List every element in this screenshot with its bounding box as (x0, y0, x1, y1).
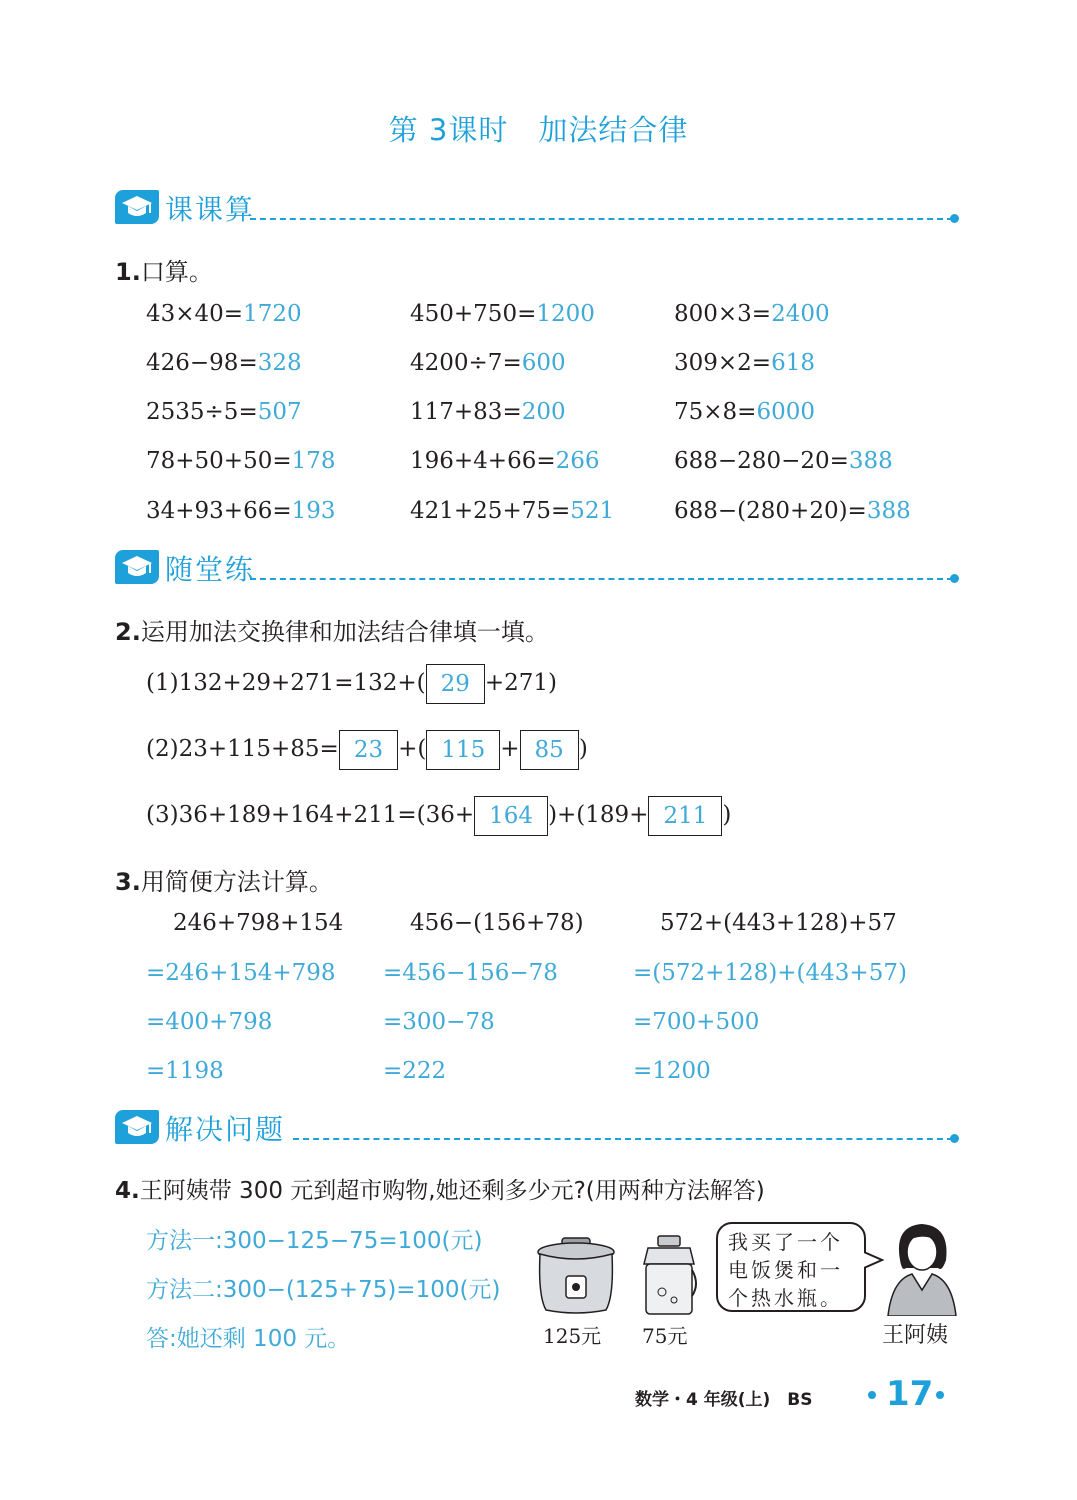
expression: 196+4+66= (410, 448, 556, 474)
fill-line-2: (2)23+115+85= 23 +( 115 + 85 ) (146, 730, 588, 770)
answer: 178 (291, 448, 336, 474)
expression: 117+83= (410, 399, 522, 425)
answer: 388 (866, 498, 911, 524)
bubble-tail-icon (864, 1250, 884, 1274)
fill-line-1: (1)132+29+271=132+( 29 +271) (146, 664, 557, 704)
oral-calc-item (146, 350, 302, 376)
rice-cooker-price: 125元 (543, 1324, 602, 1348)
oral-calc-item (146, 448, 336, 474)
answer-line: 答:她还剩 100 元。 (146, 1326, 351, 1352)
expression: 800×3= (674, 301, 772, 327)
page-title: 第 3课时 加法结合律 (388, 113, 689, 147)
expression: 688−280−20= (674, 448, 849, 474)
woman-avatar-icon (884, 1220, 960, 1320)
dashed-divider (250, 218, 953, 220)
footer-subject: 数学・4 年级(上) BS (635, 1390, 813, 1410)
woman-name: 王阿姨 (882, 1323, 949, 1348)
answer-box: 211 (648, 796, 722, 836)
oral-calc-item (146, 498, 336, 524)
oral-calc-item (146, 301, 302, 327)
oral-calc-item (674, 301, 830, 327)
oral-calc-item (674, 399, 815, 425)
answer: 266 (555, 448, 600, 474)
answer: 2400 (771, 301, 830, 327)
graduation-cap-icon (115, 190, 159, 224)
graduation-cap-icon (115, 1110, 159, 1144)
method-2: 方法二:300−(125+75)=100(元) (146, 1277, 501, 1303)
dashed-divider (293, 1138, 953, 1140)
expression: 688−(280+20)= (674, 498, 867, 524)
answer-box: 115 (426, 730, 500, 770)
answer: 388 (848, 448, 893, 474)
section-label: 解决问题 (165, 1113, 286, 1146)
oral-calc-item (410, 301, 595, 327)
expression: 309×2= (674, 350, 772, 376)
page-dot-right (936, 1391, 944, 1399)
q3-step: =(572+128)+(443+57) (633, 960, 907, 986)
page-number: 17 (886, 1374, 934, 1414)
question-4: 4.王阿姨带 300 元到超市购物,她还剩多少元?(用两种方法解答) (115, 1178, 765, 1204)
q3-expr-2: 456−(156+78) (410, 910, 584, 936)
answer-box: 23 (339, 730, 398, 770)
answer: 200 (521, 399, 566, 425)
oral-calc-item (410, 399, 566, 425)
section-label: 课课算 (165, 193, 256, 226)
expression: 450+750= (410, 301, 537, 327)
oral-calc-item (674, 350, 815, 376)
question-2: 2.运用加法交换律和加法结合律填一填。 (115, 618, 549, 646)
q3-step: =300−78 (383, 1009, 495, 1035)
divider-dot (950, 214, 959, 223)
thermos-price: 75元 (642, 1324, 688, 1348)
answer: 6000 (756, 399, 815, 425)
expression: 4200÷7= (410, 350, 522, 376)
answer: 600 (521, 350, 566, 376)
speech-bubble: 我买了一个电饭煲和一个热水瓶。 (716, 1222, 866, 1312)
dashed-divider (250, 578, 953, 580)
answer-box: 29 (426, 664, 485, 704)
answer: 1720 (243, 301, 302, 327)
section-header-suitanglian (115, 548, 965, 588)
fill-line-3: (3)36+189+164+211=(36+ 164 )+(189+ 211 ) (146, 796, 731, 836)
q3-step: =700+500 (633, 1009, 760, 1035)
q3-step: =1198 (146, 1058, 224, 1084)
oral-calc-item (674, 448, 893, 474)
answer-box: 85 (520, 730, 579, 770)
question-1: 1.口算。 (115, 258, 213, 286)
q3-step: =246+154+798 (146, 960, 336, 986)
answer: 521 (570, 498, 615, 524)
expression: 426−98= (146, 350, 258, 376)
answer-box: 164 (474, 796, 548, 836)
expression: 75×8= (674, 399, 757, 425)
expression: 2535÷5= (146, 399, 258, 425)
q3-expr-1: 246+798+154 (173, 910, 344, 936)
q3-step: =400+798 (146, 1009, 273, 1035)
answer: 193 (291, 498, 336, 524)
method-1: 方法一:300−125−75=100(元) (146, 1228, 483, 1254)
oral-calc-item (674, 498, 911, 524)
answer: 618 (771, 350, 815, 376)
oral-calc-item (410, 350, 566, 376)
section-header-jiejuewenti (115, 1108, 965, 1148)
thermos-icon (640, 1234, 700, 1322)
graduation-cap-icon (115, 550, 159, 584)
expression: 421+25+75= (410, 498, 571, 524)
expression: 78+50+50= (146, 448, 292, 474)
q3-step: =1200 (633, 1058, 711, 1084)
q3-step: =456−156−78 (383, 960, 558, 986)
answer: 507 (257, 399, 302, 425)
section-label: 随堂练 (165, 553, 256, 586)
expression: 34+93+66= (146, 498, 292, 524)
answer: 1200 (536, 301, 595, 327)
oral-calc-item (146, 399, 302, 425)
answer: 328 (257, 350, 302, 376)
page-dot-left (868, 1391, 876, 1399)
divider-dot (950, 574, 959, 583)
question-3: 3.用简便方法计算。 (115, 868, 333, 896)
oral-calc-item (410, 448, 600, 474)
section-header-kekesuan (115, 188, 965, 228)
oral-calc-item (410, 498, 614, 524)
divider-dot (950, 1134, 959, 1143)
q3-expr-3: 572+(443+128)+57 (660, 910, 897, 936)
rice-cooker-icon (534, 1236, 618, 1320)
q3-step: =222 (383, 1058, 447, 1084)
expression: 43×40= (146, 301, 244, 327)
